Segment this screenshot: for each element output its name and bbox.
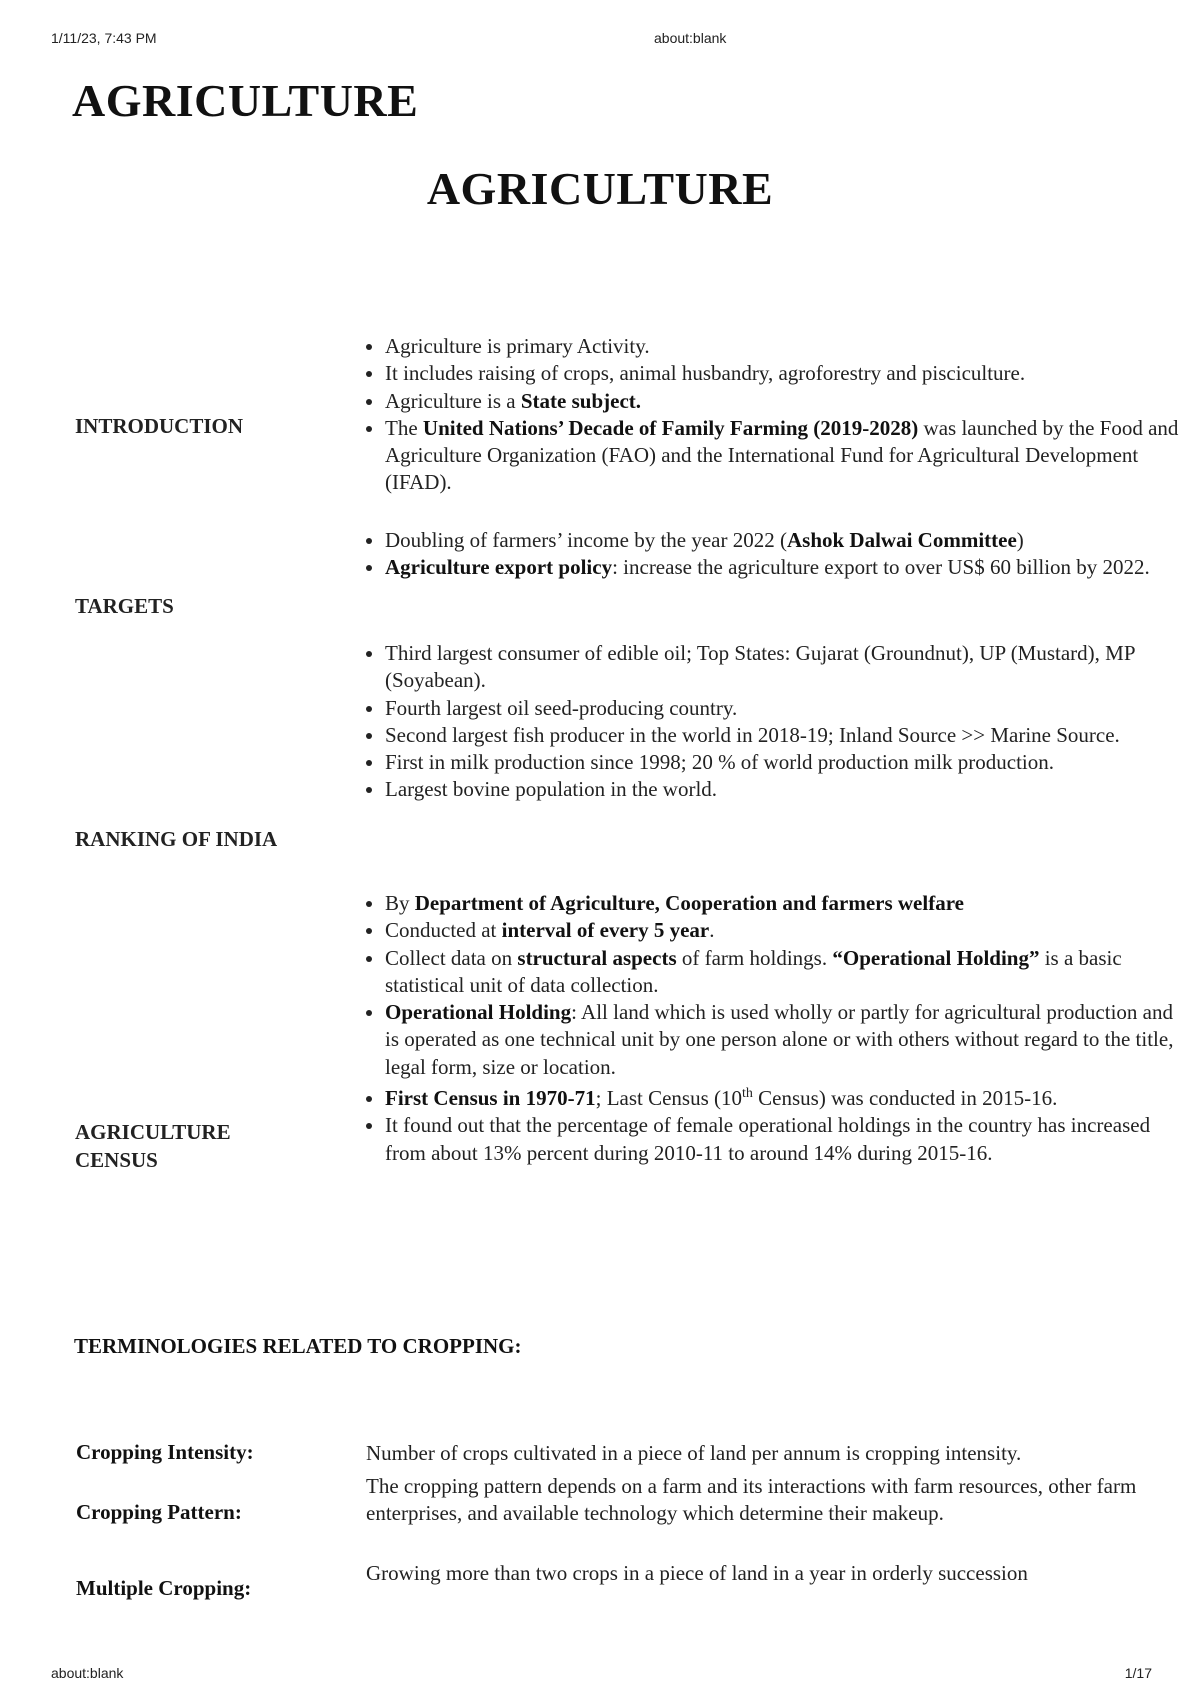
page-number: 1/17 [1124,1665,1152,1681]
list-item: • The United Nations’ Decade of Family Farming (2019-2028) was launched by the Food and Agriculture Organization (FAO) and the International Fund for Agricultural Development (IFAD). [385,415,1185,497]
list-item: • First Census in 1970-71; Last Census (10th Census) was conducted in 2015-16. [385,1085,1185,1112]
list-item: • First in milk production since 1998; 20 % of world production milk production. [385,749,1185,776]
list-item: • It includes raising of crops, animal husbandry, agroforestry and pisciculture. [385,360,1185,387]
definition-multiple-cropping: Growing more than two crops in a piece of land in a year in orderly succession [366,1561,1028,1585]
term-multiple-cropping: Multiple Cropping: [76,1576,252,1600]
term-cropping-pattern: Cropping Pattern: [76,1500,242,1524]
list-item: • Doubling of farmers’ income by the year 2022 (Ashok Dalwai Committee) [385,527,1185,554]
list-item: • Second largest fish producer in the world in 2018-19; Inland Source >> Marine Source. [385,722,1185,749]
list-item: • Agriculture export policy: increase the agriculture export to over US$ 60 billion by 2022. [385,554,1185,581]
page-title: AGRICULTURE [72,75,419,126]
definition-cropping-pattern: The cropping pattern depends on a farm and its interactions with farm resources, other farm enterprises, and available technology which determine their makeup. [366,1474,1137,1526]
introduction-list [345,333,1185,497]
term-cropping-intensity: Cropping Intensity: [76,1440,254,1464]
list-item: • Collect data on structural aspects of farm holdings. “Operational Holding” is a basic statistical unit of data collection. [385,945,1185,1000]
list-item: • Agriculture is a State subject. [385,388,1185,415]
section-label-census: AGRICULTURE CENSUS [75,1120,231,1172]
definition-cropping-intensity: Number of crops cultivated in a piece of land per annum is cropping intensity. [366,1441,1022,1465]
ranking-list [345,640,1185,804]
section-label-targets: TARGETS [75,594,174,618]
list-item: • Operational Holding: All land which is used wholly or partly for agricultural production and is operated as one technical unit by one person alone or with others without regard to the title, legal form, size or location. [385,999,1185,1081]
print-url-top: about:blank [654,30,727,46]
list-item: • Fourth largest oil seed-producing country. [385,695,1185,722]
list-item: • Third largest consumer of edible oil; Top States: Gujarat (Groundnut), UP (Mustard), MP (Soyabean). [385,640,1185,695]
section-label-ranking: RANKING OF INDIA [75,827,278,851]
census-list [345,890,1185,1167]
list-item: • Largest bovine population in the world. [385,776,1185,803]
print-url-bottom: about:blank [51,1665,124,1681]
list-item: • Conducted at interval of every 5 year. [385,917,1185,944]
list-item: • It found out that the percentage of female operational holdings in the country has increased from about 13% percent during 2010-11 to around 14% during 2015-16. [385,1112,1185,1167]
terminology-heading: TERMINOLOGIES RELATED TO CROPPING: [74,1334,522,1358]
print-datetime: 1/11/23, 7:43 PM [51,30,157,46]
list-item: • By Department of Agriculture, Cooperation and farmers welfare [385,890,1185,917]
list-item: • Agriculture is primary Activity. [385,333,1185,360]
document-heading: AGRICULTURE [426,163,774,214]
targets-list [345,527,1185,582]
section-label-introduction: INTRODUCTION [75,414,244,438]
